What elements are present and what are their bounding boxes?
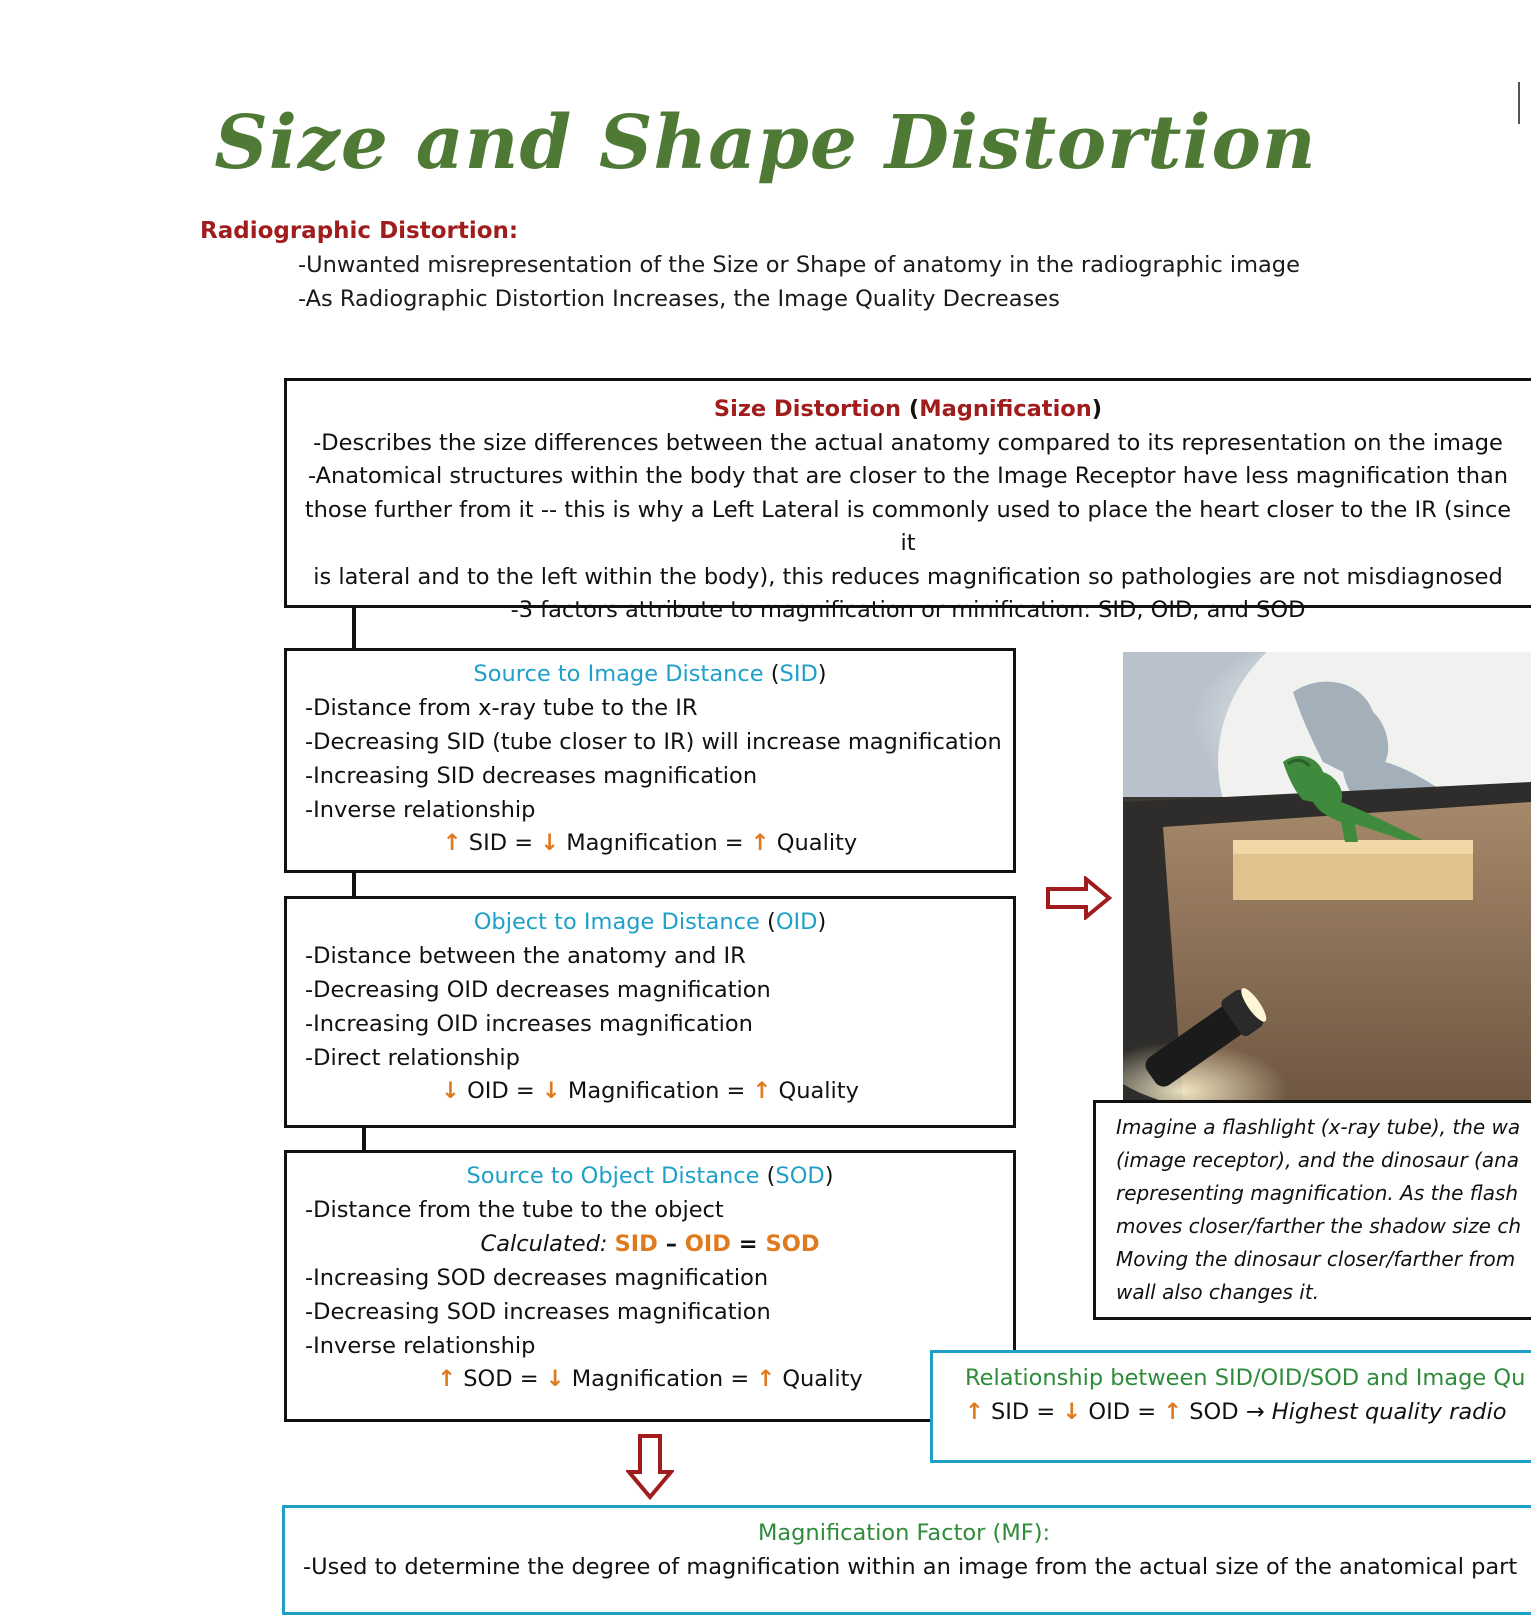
paren-open: ( bbox=[901, 396, 920, 422]
sid-box bbox=[284, 648, 1016, 873]
oid-name: Object to Image Distance bbox=[473, 909, 760, 935]
relationship-result: Highest quality radio bbox=[1264, 1399, 1507, 1425]
calc-label: Calculated: bbox=[480, 1231, 615, 1257]
relationship-formula bbox=[965, 1399, 1506, 1425]
size-distortion-box bbox=[284, 378, 1531, 623]
oid-heading: Object to Image Distance (OID) bbox=[473, 909, 827, 935]
down-arrow-icon: ↓ bbox=[545, 1366, 565, 1392]
photo-caption-box bbox=[1093, 1100, 1531, 1320]
down-arrow-icon: ↓ bbox=[441, 1078, 460, 1104]
sod-line: -Decreasing SOD increases magnification bbox=[305, 1299, 771, 1325]
formula-text: Quality bbox=[771, 1078, 859, 1104]
relationship-sid: SID = bbox=[983, 1399, 1063, 1425]
oid-line: -Decreasing OID decreases magnification bbox=[305, 977, 771, 1003]
caption-line: Imagine a flashlight (x-ray tube), the wa bbox=[1116, 1115, 1521, 1139]
formula-text: SOD = bbox=[456, 1366, 546, 1392]
relationship-oid: OID = bbox=[1081, 1399, 1164, 1425]
up-arrow-icon: ↑ bbox=[965, 1399, 984, 1425]
dinosaur-shadow-photo bbox=[1123, 652, 1531, 1100]
sid-name: Source to Image Distance bbox=[473, 661, 764, 687]
oid-line: -Direct relationship bbox=[305, 1045, 520, 1071]
formula-text: Magnification = bbox=[559, 830, 751, 856]
size-distortion-line: is lateral and to the left within the body), this reduces magnification so pathologies are not misdiagnosed bbox=[313, 563, 1503, 590]
right-arrow-icon bbox=[1046, 876, 1112, 920]
up-arrow-icon: ↑ bbox=[756, 1366, 776, 1392]
oid-box bbox=[284, 896, 1016, 1128]
calc-equals: = bbox=[730, 1231, 766, 1257]
size-distortion-line: those further from it -- this is why a Left Lateral is commonly used to place the heart closer to the IR (since it bbox=[304, 496, 1512, 556]
page-title: Size and Shape Distortion bbox=[214, 100, 1317, 186]
radiographic-distortion-line-2: -As Radiographic Distortion Increases, the Image Quality Decreases bbox=[298, 286, 1060, 312]
connector-line bbox=[362, 1126, 366, 1150]
sod-line: -Increasing SOD decreases magnification bbox=[305, 1265, 769, 1291]
up-arrow-icon: ↑ bbox=[437, 1366, 457, 1392]
oid-line: -Increasing OID increases magnification bbox=[305, 1011, 753, 1037]
radiographic-distortion-line-1: -Unwanted misrepresentation of the Size or Shape of anatomy in the radiographic image bbox=[298, 252, 1300, 278]
oid-line: -Distance between the anatomy and IR bbox=[305, 943, 746, 969]
sid-line: -Inverse relationship bbox=[305, 797, 536, 823]
up-arrow-icon: ↑ bbox=[752, 1078, 772, 1104]
photo-illustration bbox=[1123, 652, 1531, 1100]
sod-heading: Source to Object Distance (SOD) bbox=[466, 1163, 834, 1189]
caption-line: wall also changes it. bbox=[1116, 1280, 1320, 1304]
relationship-sod: SOD bbox=[1182, 1399, 1246, 1425]
calc-minus: – bbox=[657, 1231, 685, 1257]
size-distortion-line: -Anatomical structures within the body that are closer to the Image Receptor have less magnification than bbox=[307, 463, 1509, 489]
caption-line: Moving the dinosaur closer/farther from bbox=[1116, 1247, 1516, 1271]
sod-line: -Inverse relationship bbox=[305, 1333, 536, 1359]
formula-text: OID = bbox=[459, 1078, 542, 1104]
calc-oid: OID bbox=[684, 1231, 731, 1257]
size-distortion-heading bbox=[299, 393, 1517, 427]
formula-text: Quality bbox=[775, 1366, 863, 1392]
sod-box bbox=[284, 1150, 1016, 1422]
sod-calculation bbox=[287, 1231, 1013, 1257]
down-arrow-icon: ↓ bbox=[1062, 1399, 1082, 1425]
formula-text: Magnification = bbox=[564, 1366, 757, 1392]
sid-line: -Increasing SID decreases magnification bbox=[305, 763, 758, 789]
caption-line: (image receptor), and the dinosaur (ana bbox=[1116, 1148, 1520, 1172]
sod-abbr: SOD bbox=[775, 1163, 825, 1189]
caption-line: moves closer/farther the shadow size ch bbox=[1116, 1214, 1522, 1238]
up-arrow-icon: ↑ bbox=[750, 830, 770, 856]
calc-sod: SOD bbox=[765, 1231, 820, 1257]
page-edge-mark bbox=[1518, 82, 1523, 124]
calc-sid: SID bbox=[614, 1231, 658, 1257]
relationship-box bbox=[930, 1350, 1531, 1463]
caption-line: representing magnification. As the flash bbox=[1116, 1181, 1519, 1205]
size-distortion-line: -3 factors attribute to magnification or minification: SID, OID, and SOD bbox=[510, 597, 1306, 623]
formula-text: SID = bbox=[461, 830, 541, 856]
right-arrow-icon: → bbox=[1245, 1399, 1265, 1425]
sod-formula bbox=[287, 1366, 1013, 1392]
connector-line bbox=[352, 606, 356, 648]
magnification-factor-box bbox=[282, 1505, 1531, 1615]
formula-text: Quality bbox=[769, 830, 858, 856]
magnification-label: Magnification bbox=[919, 396, 1092, 422]
formula-text: Magnification = bbox=[560, 1078, 753, 1104]
magnification-factor-line: -Used to determine the degree of magnification within an image from the actual size of the anatomical part bbox=[303, 1554, 1518, 1580]
oid-formula bbox=[287, 1078, 1013, 1104]
paren-close: ) bbox=[1091, 396, 1103, 422]
size-distortion-label: Size Distortion bbox=[713, 396, 902, 422]
sid-abbr: SID bbox=[779, 661, 818, 687]
down-arrow-icon: ↓ bbox=[540, 830, 560, 856]
radiographic-distortion-heading: Radiographic Distortion: bbox=[200, 218, 519, 244]
sid-heading: Source to Image Distance (SID) bbox=[473, 661, 827, 687]
sid-line: -Distance from x-ray tube to the IR bbox=[305, 695, 698, 721]
sid-line: -Decreasing SID (tube closer to IR) will increase magnification bbox=[305, 729, 1002, 755]
size-distortion-line: -Describes the size differences between the actual anatomy compared to its representation on the image bbox=[313, 429, 1503, 456]
oid-abbr: OID bbox=[775, 909, 818, 935]
up-arrow-icon: ↑ bbox=[1163, 1399, 1183, 1425]
up-arrow-icon: ↑ bbox=[442, 830, 462, 856]
sod-line: -Distance from the tube to the object bbox=[305, 1197, 724, 1223]
connector-line bbox=[352, 872, 356, 896]
magnification-factor-title: Magnification Factor (MF): bbox=[757, 1520, 1051, 1546]
sod-name: Source to Object Distance bbox=[466, 1163, 760, 1189]
relationship-title: Relationship between SID/OID/SOD and Image Qu bbox=[965, 1365, 1526, 1391]
down-arrow-icon: ↓ bbox=[541, 1078, 561, 1104]
down-arrow-icon bbox=[626, 1434, 674, 1500]
sid-formula bbox=[287, 830, 1013, 856]
